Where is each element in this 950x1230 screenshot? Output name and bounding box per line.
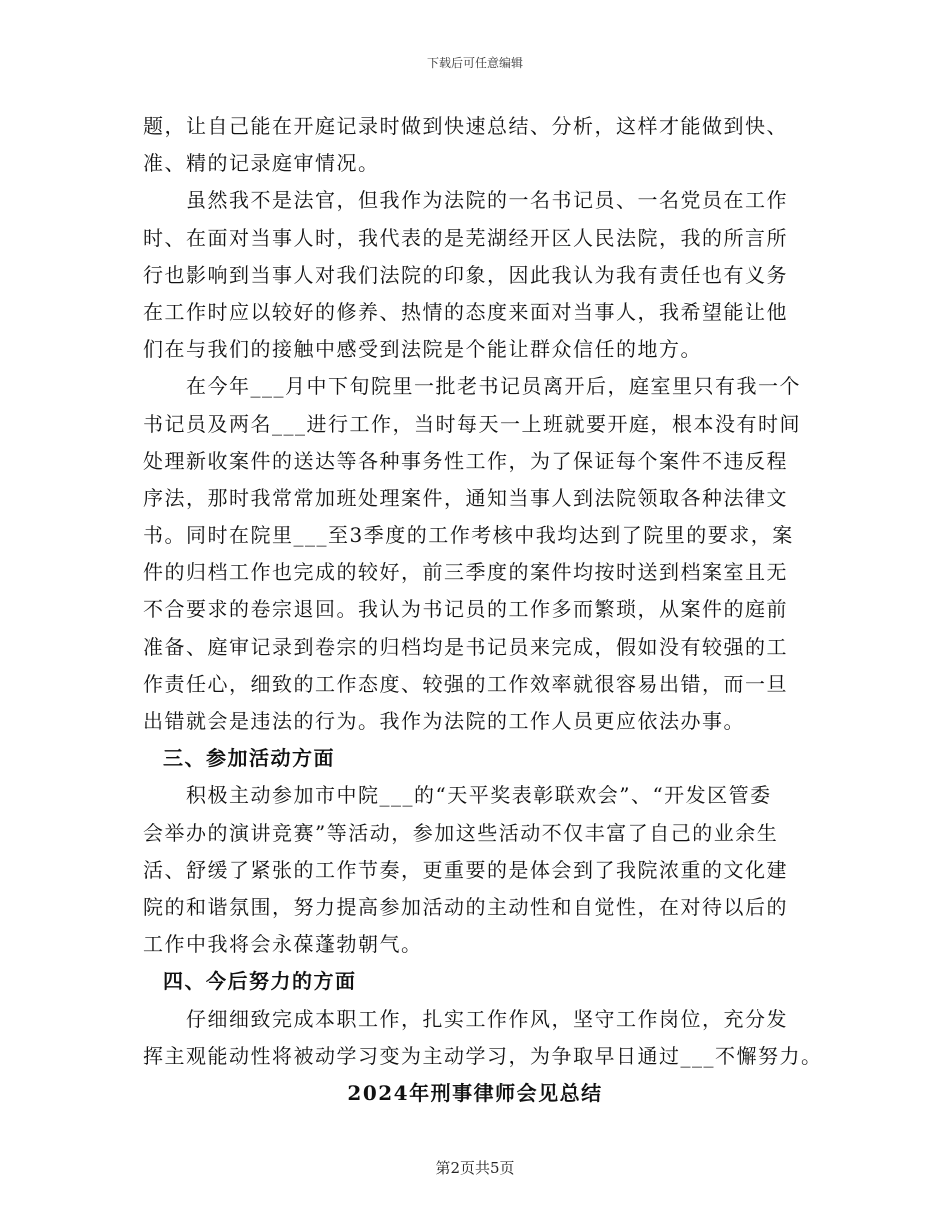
document-body: [143, 108, 823, 1112]
paragraph-start-line: 积极主动参加市中院___的“天平奖表彰联欢会”、“开发区管委: [186, 783, 772, 808]
section-heading: 四、今后努力的方面: [163, 969, 357, 994]
body-line: 书记员及两名___进行工作，当时每天一上班就要开庭，根本没有时间: [143, 411, 801, 436]
paragraph-start-line: 虽然我不是法官，但我作为法院的一名书记员、一名党员在工作: [186, 188, 788, 213]
next-document-title: 2024年刑事律师会见总结: [347, 1080, 603, 1105]
body-line: 活、舒缓了紧张的工作节奏，更重要的是体会到了我院浓重的文化建: [143, 857, 788, 882]
body-line: 行也影响到当事人对我们法院的印象，因此我认为我有责任也有义务: [143, 262, 788, 287]
body-line: 书。同时在院里___至3季度的工作考核中我均达到了院里的要求，案: [143, 523, 794, 548]
body-line: 题，让自己能在开庭记录时做到快速总结、分析，这样才能做到快、: [143, 114, 788, 138]
paragraph-start-line: 仔细细致完成本职工作，扎实工作作风，坚守工作岗位，充分发: [186, 1006, 788, 1031]
paragraph-start-line: 在今年___月中下旬院里一批老书记员离开后，庭室里只有我一个: [186, 374, 801, 399]
page-number: 第2页共5页: [435, 1159, 515, 1177]
body-line: 出错就会是违法的行为。我作为法院的工作人员更应依法办事。: [143, 709, 745, 733]
body-line: 准、精的记录庭审情况。: [143, 151, 380, 176]
body-line: 作责任心，细致的工作态度、较强的工作效率就很容易出错，而一旦: [143, 671, 788, 696]
page-header: 下载后可任意编辑: [426, 56, 523, 70]
body-line: 时、在面对当事人时，我代表的是芜湖经开区人民法院，我的所言所: [143, 225, 788, 250]
body-line: 件的归档工作也完成的较好，前三季度的案件均按时送到档案室且无: [143, 560, 788, 585]
body-line: 工作中我将会永葆蓬勃朝气。: [143, 932, 423, 957]
body-line: 们在与我们的接触中感受到法院是个能让群众信任的地方。: [143, 337, 702, 362]
body-line: 处理新收案件的送达等各种事务性工作，为了保证每个案件不违反程: [143, 448, 788, 473]
body-line: 院的和谐氛围，努力提高参加活动的主动性和自觉性，在对待以后的: [143, 894, 788, 919]
body-line: 在工作时应以较好的修养、热情的态度来面对当事人，我希望能让他: [143, 299, 788, 324]
section-heading: 三、参加活动方面: [163, 746, 335, 771]
body-line: 挥主观能动性将被动学习变为主动学习，为争取早日通过___不懈努力。: [143, 1043, 823, 1068]
body-line: 序法，那时我常常加班处理案件，通知当事人到法院领取各种法律文: [143, 485, 788, 510]
body-line: 准备、庭审记录到卷宗的归档均是书记员来完成，假如没有较强的工: [143, 634, 788, 659]
body-line: 不合要求的卷宗退回。我认为书记员的工作多而繁琐，从案件的庭前: [143, 597, 788, 622]
body-line: 会举办的演讲竞赛”等活动，参加这些活动不仅丰富了自己的业余生: [143, 820, 779, 845]
